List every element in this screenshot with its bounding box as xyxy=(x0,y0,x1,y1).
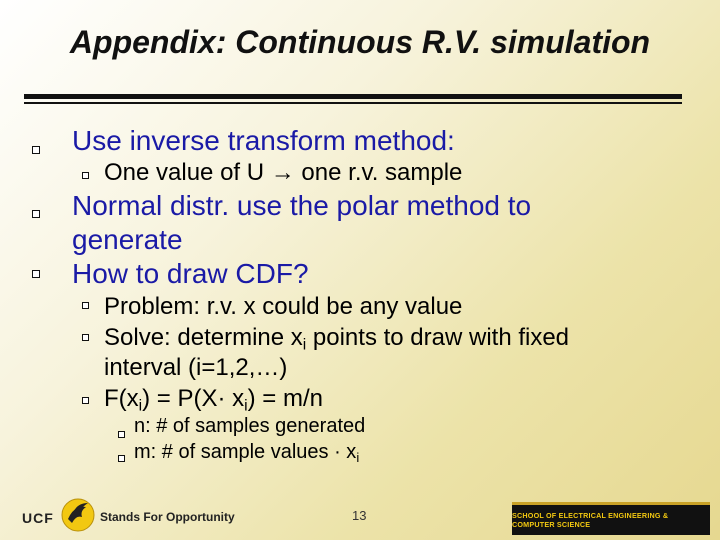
bullet-draw-cdf: How to draw CDF? xyxy=(72,258,309,289)
ucf-tagline: Stands For Opportunity xyxy=(100,510,235,524)
subscript: i xyxy=(356,449,360,465)
bullet-square-icon xyxy=(118,431,125,438)
slide-title: Appendix: Continuous R.V. simulation xyxy=(69,24,651,60)
bullet-square-icon xyxy=(32,210,40,218)
bullet-square-icon xyxy=(82,397,89,404)
title-divider-thick xyxy=(24,94,682,99)
subscript: i xyxy=(302,336,307,354)
bullet-text: m: # of sample values · x xyxy=(134,441,357,463)
formula-text: F(x xyxy=(104,385,139,412)
bullet-one-value xyxy=(104,158,462,188)
bullet-text: Solve: determine x xyxy=(104,324,303,351)
bullet-text: one r.v. sample xyxy=(294,159,463,186)
bullet-problem: Problem: r.v. x could be any value xyxy=(104,293,463,320)
bullet-normal-distr-line2: generate xyxy=(72,224,183,255)
bullet-square-icon xyxy=(82,334,89,341)
bullet-m-samples xyxy=(134,440,359,464)
school-banner: SCHOOL OF ELECTRICAL ENGINEERING & COMPUTER SCIENCE xyxy=(512,502,710,535)
bullet-n-samples: n: # of samples generated xyxy=(134,415,366,437)
bullet-solve xyxy=(104,323,569,353)
bullet-square-icon xyxy=(32,270,40,278)
subscript: i xyxy=(138,397,143,415)
title-divider-thin xyxy=(24,102,682,104)
bullet-solve-continued: interval (i=1,2,…) xyxy=(104,354,288,381)
formula-text: ) = m/n xyxy=(247,385,323,412)
pegasus-logo-icon xyxy=(60,497,96,533)
bullet-inverse-transform: Use inverse transform method: xyxy=(72,125,455,156)
page-number: 13 xyxy=(352,508,367,523)
bullet-square-icon xyxy=(82,172,89,179)
formula-text: ) = P(X· x xyxy=(142,385,245,412)
bullet-square-icon xyxy=(32,146,40,154)
bullet-normal-distr-line1: Normal distr. use the polar method to xyxy=(72,190,532,221)
bullet-square-icon xyxy=(82,302,89,309)
ucf-logo-text: UCF xyxy=(22,510,54,526)
bullet-square-icon xyxy=(118,455,125,462)
subscript: i xyxy=(244,397,248,415)
bullet-text: One value of U xyxy=(104,159,271,186)
bullet-text: points to draw with fixed xyxy=(306,324,570,351)
arrow-right-icon: → xyxy=(270,159,295,186)
bullet-cdf-formula xyxy=(104,384,323,414)
